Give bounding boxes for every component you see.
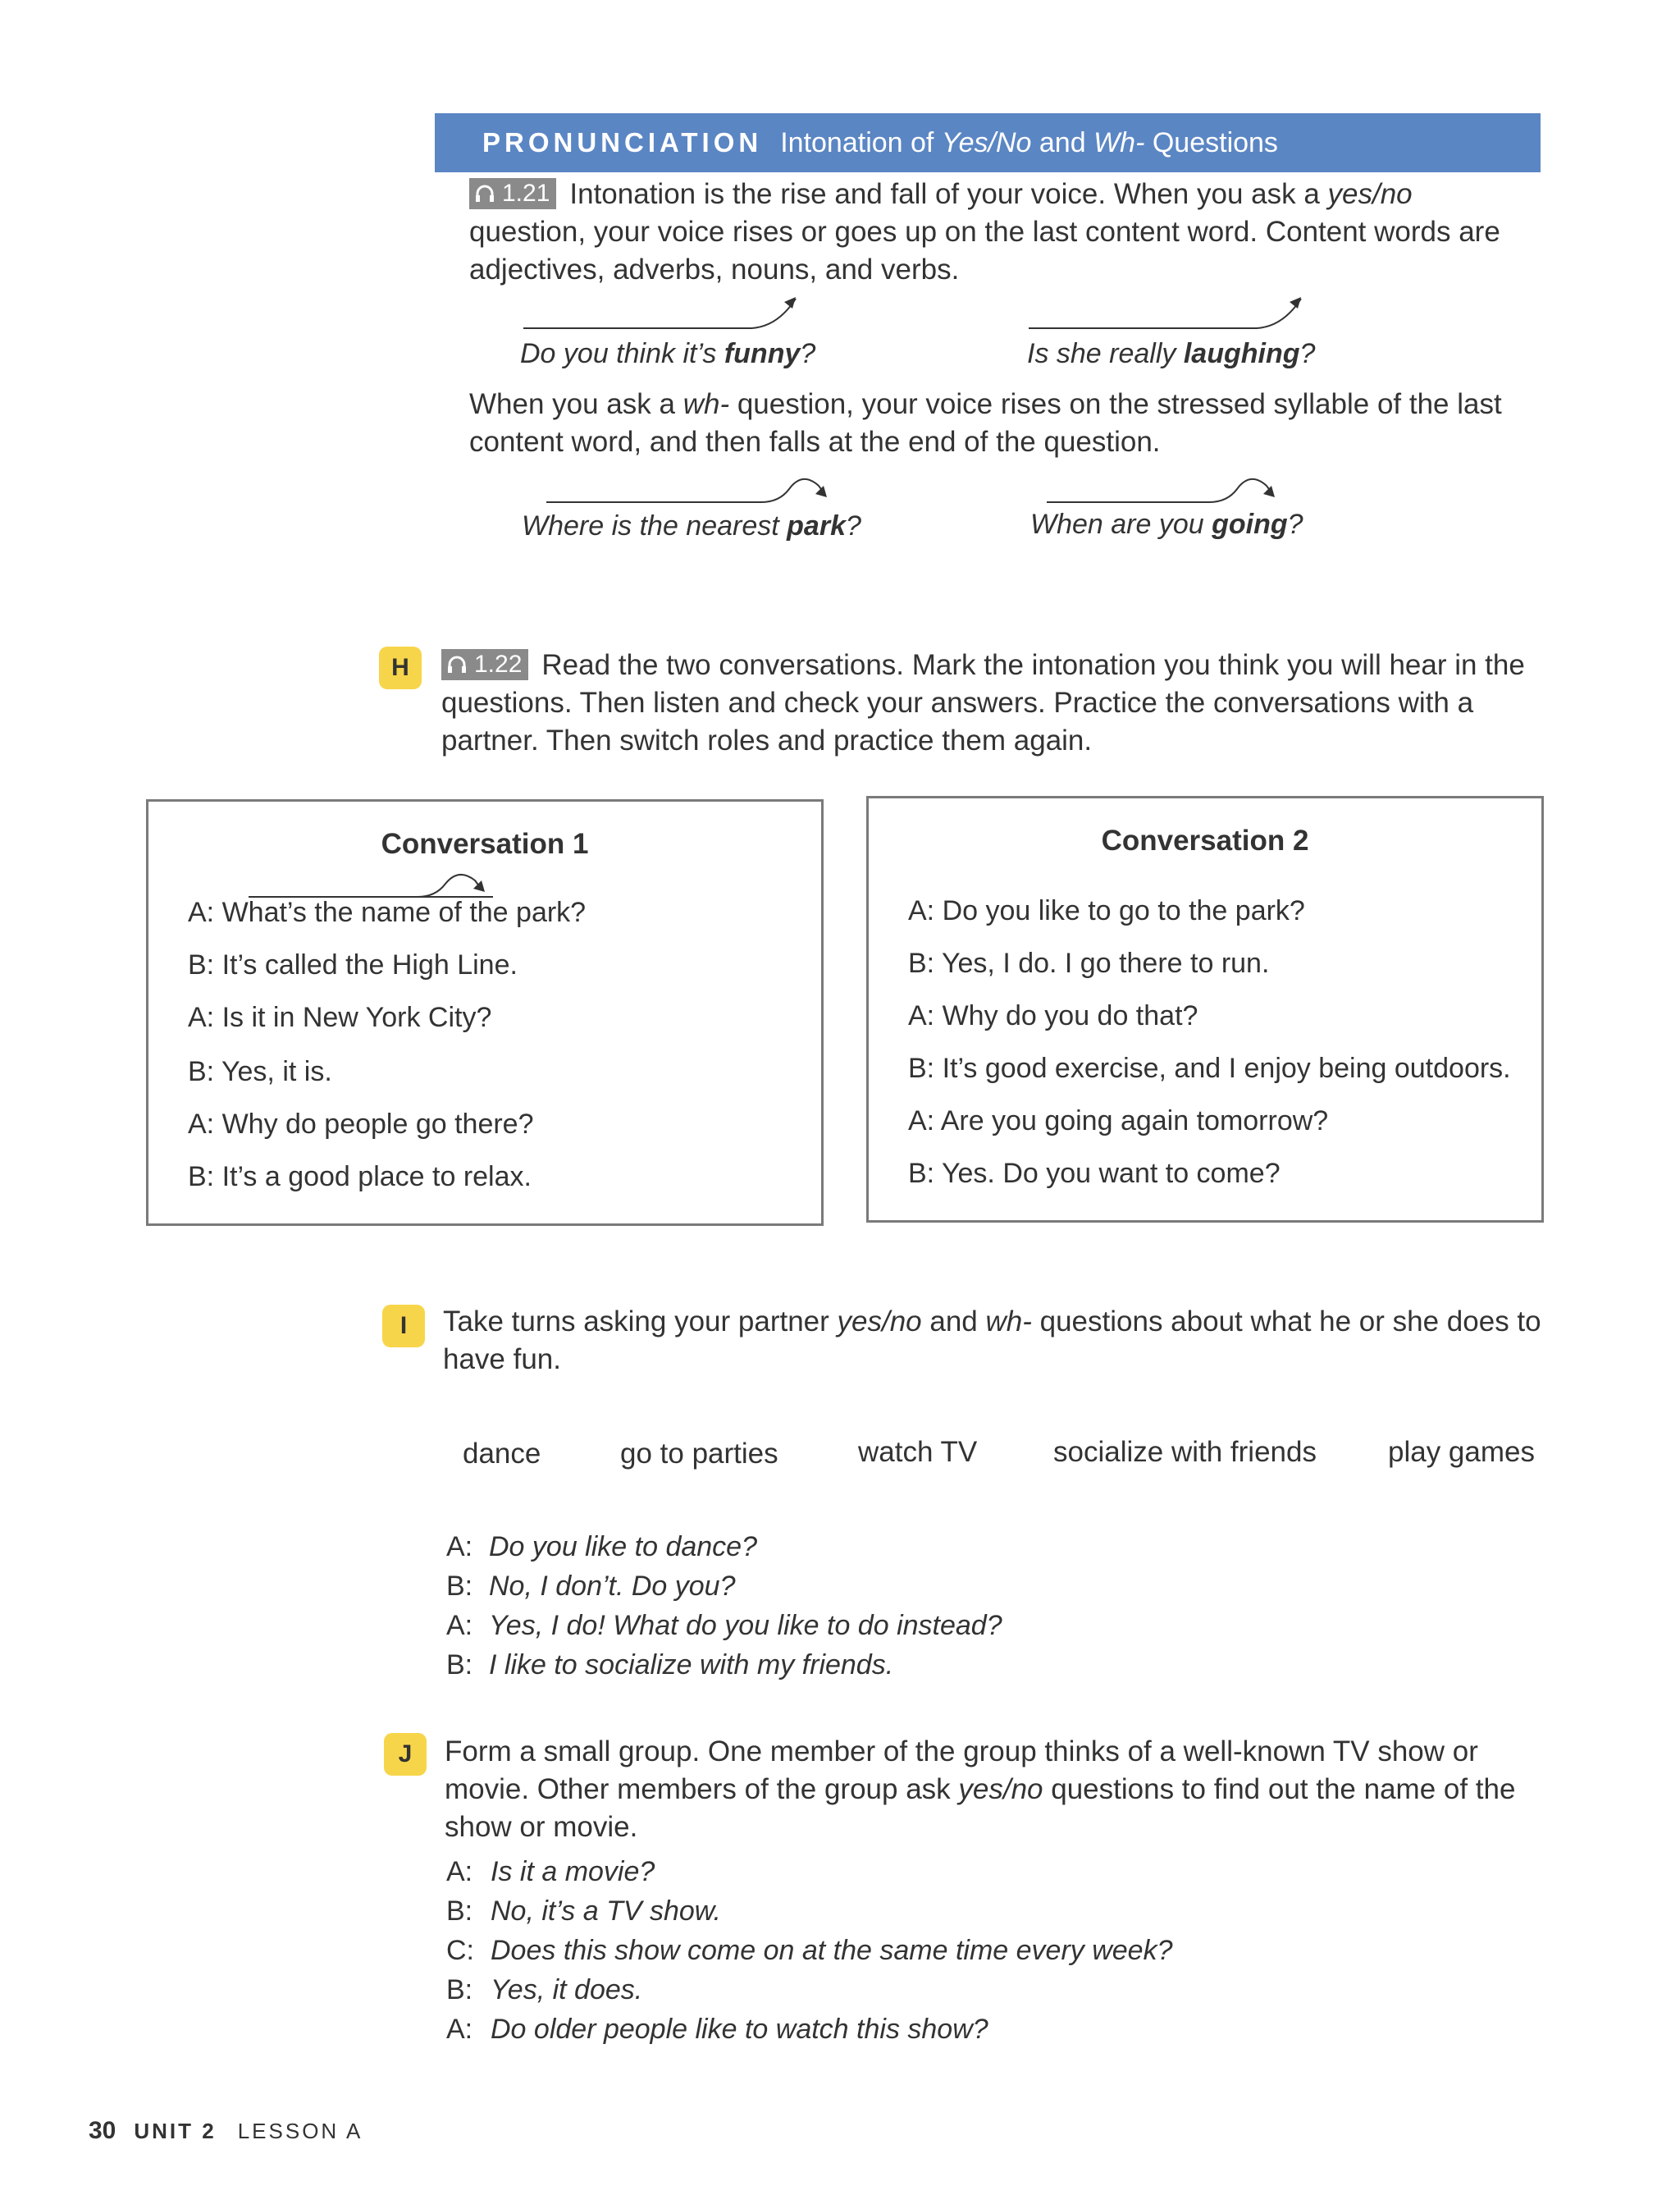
headphones-icon [446,654,468,675]
conversation-line: A: Are you going again tomorrow? [908,1105,1329,1136]
example-rising-1: Do you think it’s funny? [520,338,816,369]
pronunciation-header [435,113,1541,172]
pronunciation-label: PRONUNCIATION [482,127,763,158]
conversation-line: A: What’s the name of the park? [188,897,587,928]
conversation-line: B: It’s a good place to relax. [188,1161,532,1192]
audio-track-badge[interactable]: 1.21 [469,178,556,209]
pronunciation-title: Intonation of Yes/No and Wh- Questions [780,126,1278,158]
page-footer [89,2117,363,2145]
rising-intonation-arrow [522,292,801,333]
unit-label: UNIT 2 [134,2119,217,2143]
exercise-h-badge: H [379,647,422,689]
conversation-line: B: It’s called the High Line. [188,949,518,981]
exercise-h-instructions: 1.22 Read the two conversations. Mark the intonation you think you will hear in the questions. Then listen and check your answers. Practice the conversations with a partner. Then switch roles and practice them again. [441,649,1525,757]
word-option: play games [1388,1436,1535,1468]
audio-track-badge[interactable]: 1.22 [441,649,528,680]
conversation-2-title: Conversation 2 [1101,825,1309,857]
conversation-line: B: Yes, it is. [188,1056,332,1087]
conversation-line: A: Why do you do that? [908,1000,1198,1031]
conversation-line: B: Yes, I do. I go there to run. [908,948,1270,979]
rising-intonation-arrow [1027,292,1306,333]
rise-fall-intonation-arrow [545,469,833,510]
word-option: socialize with friends [1053,1436,1317,1468]
conversation-line: A: Is it in New York City? [188,1002,492,1033]
example-fall-2: When are you going? [1030,509,1303,540]
rise-fall-intonation-arrow [1045,469,1334,510]
conversation-line: A: Why do people go there? [188,1109,534,1140]
conversation-line: B: It’s good exercise, and I enjoy being outdoors. [908,1053,1511,1084]
example-rising-2: Is she really laughing? [1027,338,1316,369]
exercise-j-badge: J [384,1733,427,1776]
page-number: 30 [89,2117,116,2144]
conversation-line: B: Yes. Do you want to come? [908,1158,1281,1189]
pronunciation-paragraph-1: 1.21 Intonation is the rise and fall of your voice. When you ask a yes/no question, your voice rises or goes up on the last content word. Content words are adjectives, adverbs, nouns, and verbs. [469,178,1500,286]
exercise-i-badge: I [382,1305,425,1347]
word-option: go to parties [620,1438,778,1470]
conversation-1-box [146,799,824,1226]
exercise-j-instructions: Form a small group. One member of the group thinks of a well-known TV show or movie. Other members of the group ask yes/no questions to find out the name of the show or movie. [445,1735,1516,1843]
word-option: watch TV [858,1436,978,1468]
pronunciation-paragraph-2: When you ask a wh- question, your voice rises on the stressed syllable of the last content word, and then falls at the end of the question. [469,388,1502,458]
exercise-i-instructions: Take turns asking your partner yes/no and wh- questions about what he or she does to have fun. [443,1305,1541,1375]
headphones-icon [474,183,495,204]
conversation-2-box [866,796,1544,1223]
conversation-line: A: Do you like to go to the park? [908,895,1305,926]
conversation-1-title: Conversation 1 [381,828,589,860]
word-option: dance [463,1438,541,1470]
example-fall-1: Where is the nearest park? [522,510,861,542]
lesson-label: LESSON A [237,2119,363,2143]
